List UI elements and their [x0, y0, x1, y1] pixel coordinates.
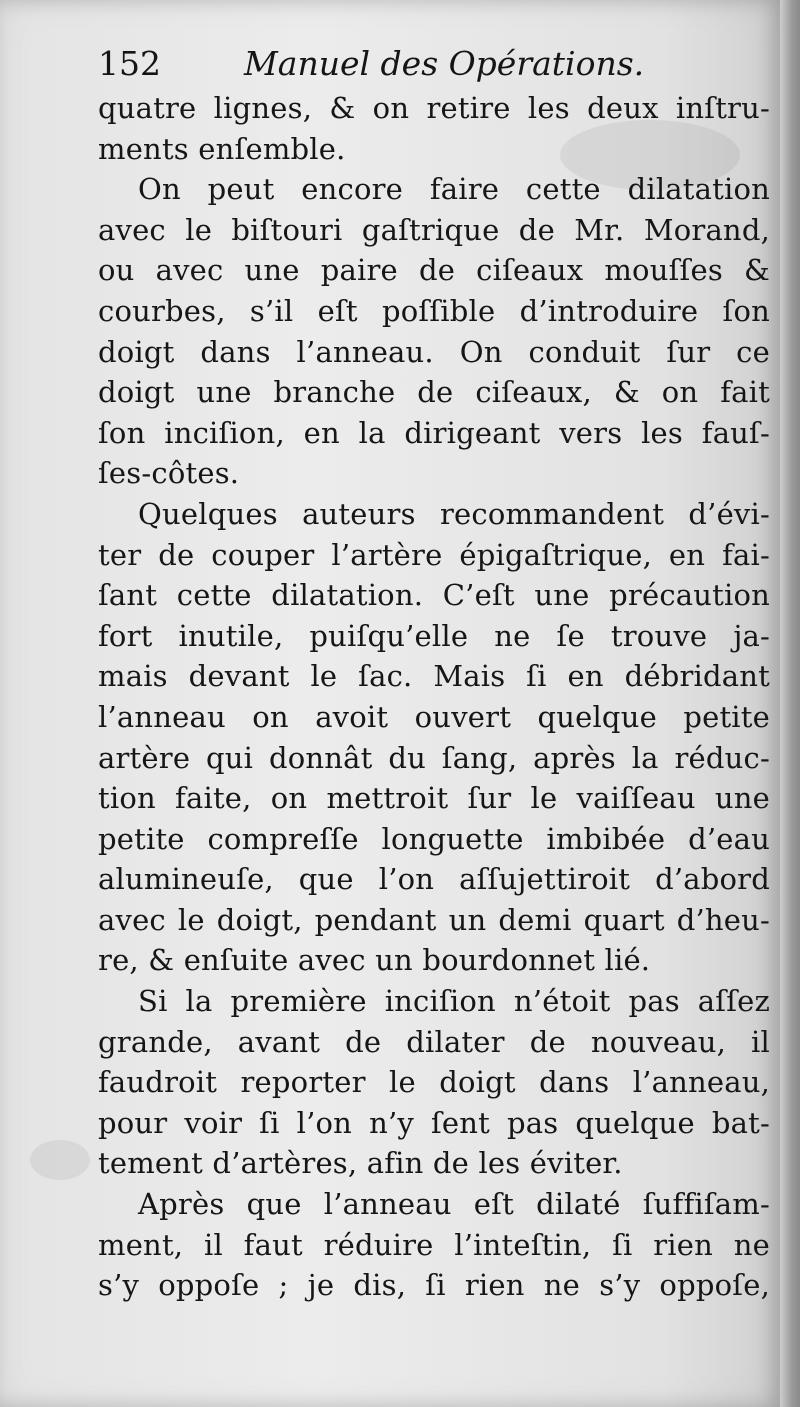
text-line: Quelques auteurs recommandent d’évi-	[138, 496, 770, 531]
book-gutter	[780, 0, 800, 1407]
text-line: mais devant le ſac. Mais ſi en débridant	[98, 659, 770, 694]
text-line: On peut encore faire cette dilatation	[138, 172, 770, 207]
running-title: Manuel des Opérations.	[244, 44, 645, 83]
text-line: re, & enſuite avec un bourdonnet lié.	[98, 943, 651, 978]
text-line: alumineuſe, que l’on aſſujettiroit d’abord	[98, 862, 770, 897]
text-line: pour voir ſi l’on n’y ſent pas quelque bat-	[98, 1105, 770, 1140]
text-line: ments enſemble.	[98, 131, 346, 166]
text-line: Après que l’anneau eſt dilaté ſuffiſam-	[138, 1187, 770, 1222]
text-line: ment, il faut réduire l’inteſtin, ſi rien ne	[98, 1227, 770, 1262]
text-line: tion faite, on mettroit ſur le vaiſſeau une	[98, 781, 770, 816]
text-line: grande, avant de dilater de nouveau, il	[98, 1024, 770, 1059]
text-line: fort inutile, puiſqu’elle ne ſe trouve ja-	[98, 618, 770, 653]
text-line: courbes, s’il eſt poſſible d’introduire ſon	[98, 293, 770, 328]
text-line: petite compreſſe longuette imbibée d’eau	[98, 821, 770, 856]
text-line: s’y oppoſe ; je dis, ſi rien ne s’y oppoſe,	[98, 1268, 770, 1303]
text-line: l’anneau on avoit ouvert quelque petite	[98, 699, 770, 734]
text-line: ter de couper l’artère épigaſtrique, en fai-	[98, 537, 770, 572]
text-line: ſes-côtes.	[98, 456, 240, 491]
body-text	[98, 88, 770, 1306]
paper-stain	[30, 1140, 90, 1180]
text-line: artère qui donnât du ſang, après la réduc-	[98, 740, 770, 775]
text-line: Si la première inciſion n’étoit pas aſſez	[138, 984, 770, 1019]
text-line: tement d’artères, afin de les éviter.	[98, 1146, 623, 1181]
page-number: 152	[98, 44, 161, 83]
text-line: ou avec une paire de ciſeaux mouſſes &	[98, 253, 770, 288]
text-line: avec le biſtouri gaſtrique de Mr. Morand,	[98, 212, 770, 247]
text-line: ſon inciſion, en la dirigeant vers les fauſ-	[98, 415, 770, 450]
text-line: doigt dans l’anneau. On conduit ſur ce	[98, 334, 770, 369]
text-line: doigt une branche de ciſeaux, & on fait	[98, 375, 770, 410]
text-line: avec le doigt, pendant un demi quart d’heu-	[98, 902, 770, 937]
text-line: ſant cette dilatation. C’eſt une précaution	[98, 578, 770, 613]
text-line: faudroit reporter le doigt dans l’anneau,	[98, 1065, 770, 1100]
text-line: quatre lignes, & on retire les deux inſtru-	[98, 91, 770, 125]
